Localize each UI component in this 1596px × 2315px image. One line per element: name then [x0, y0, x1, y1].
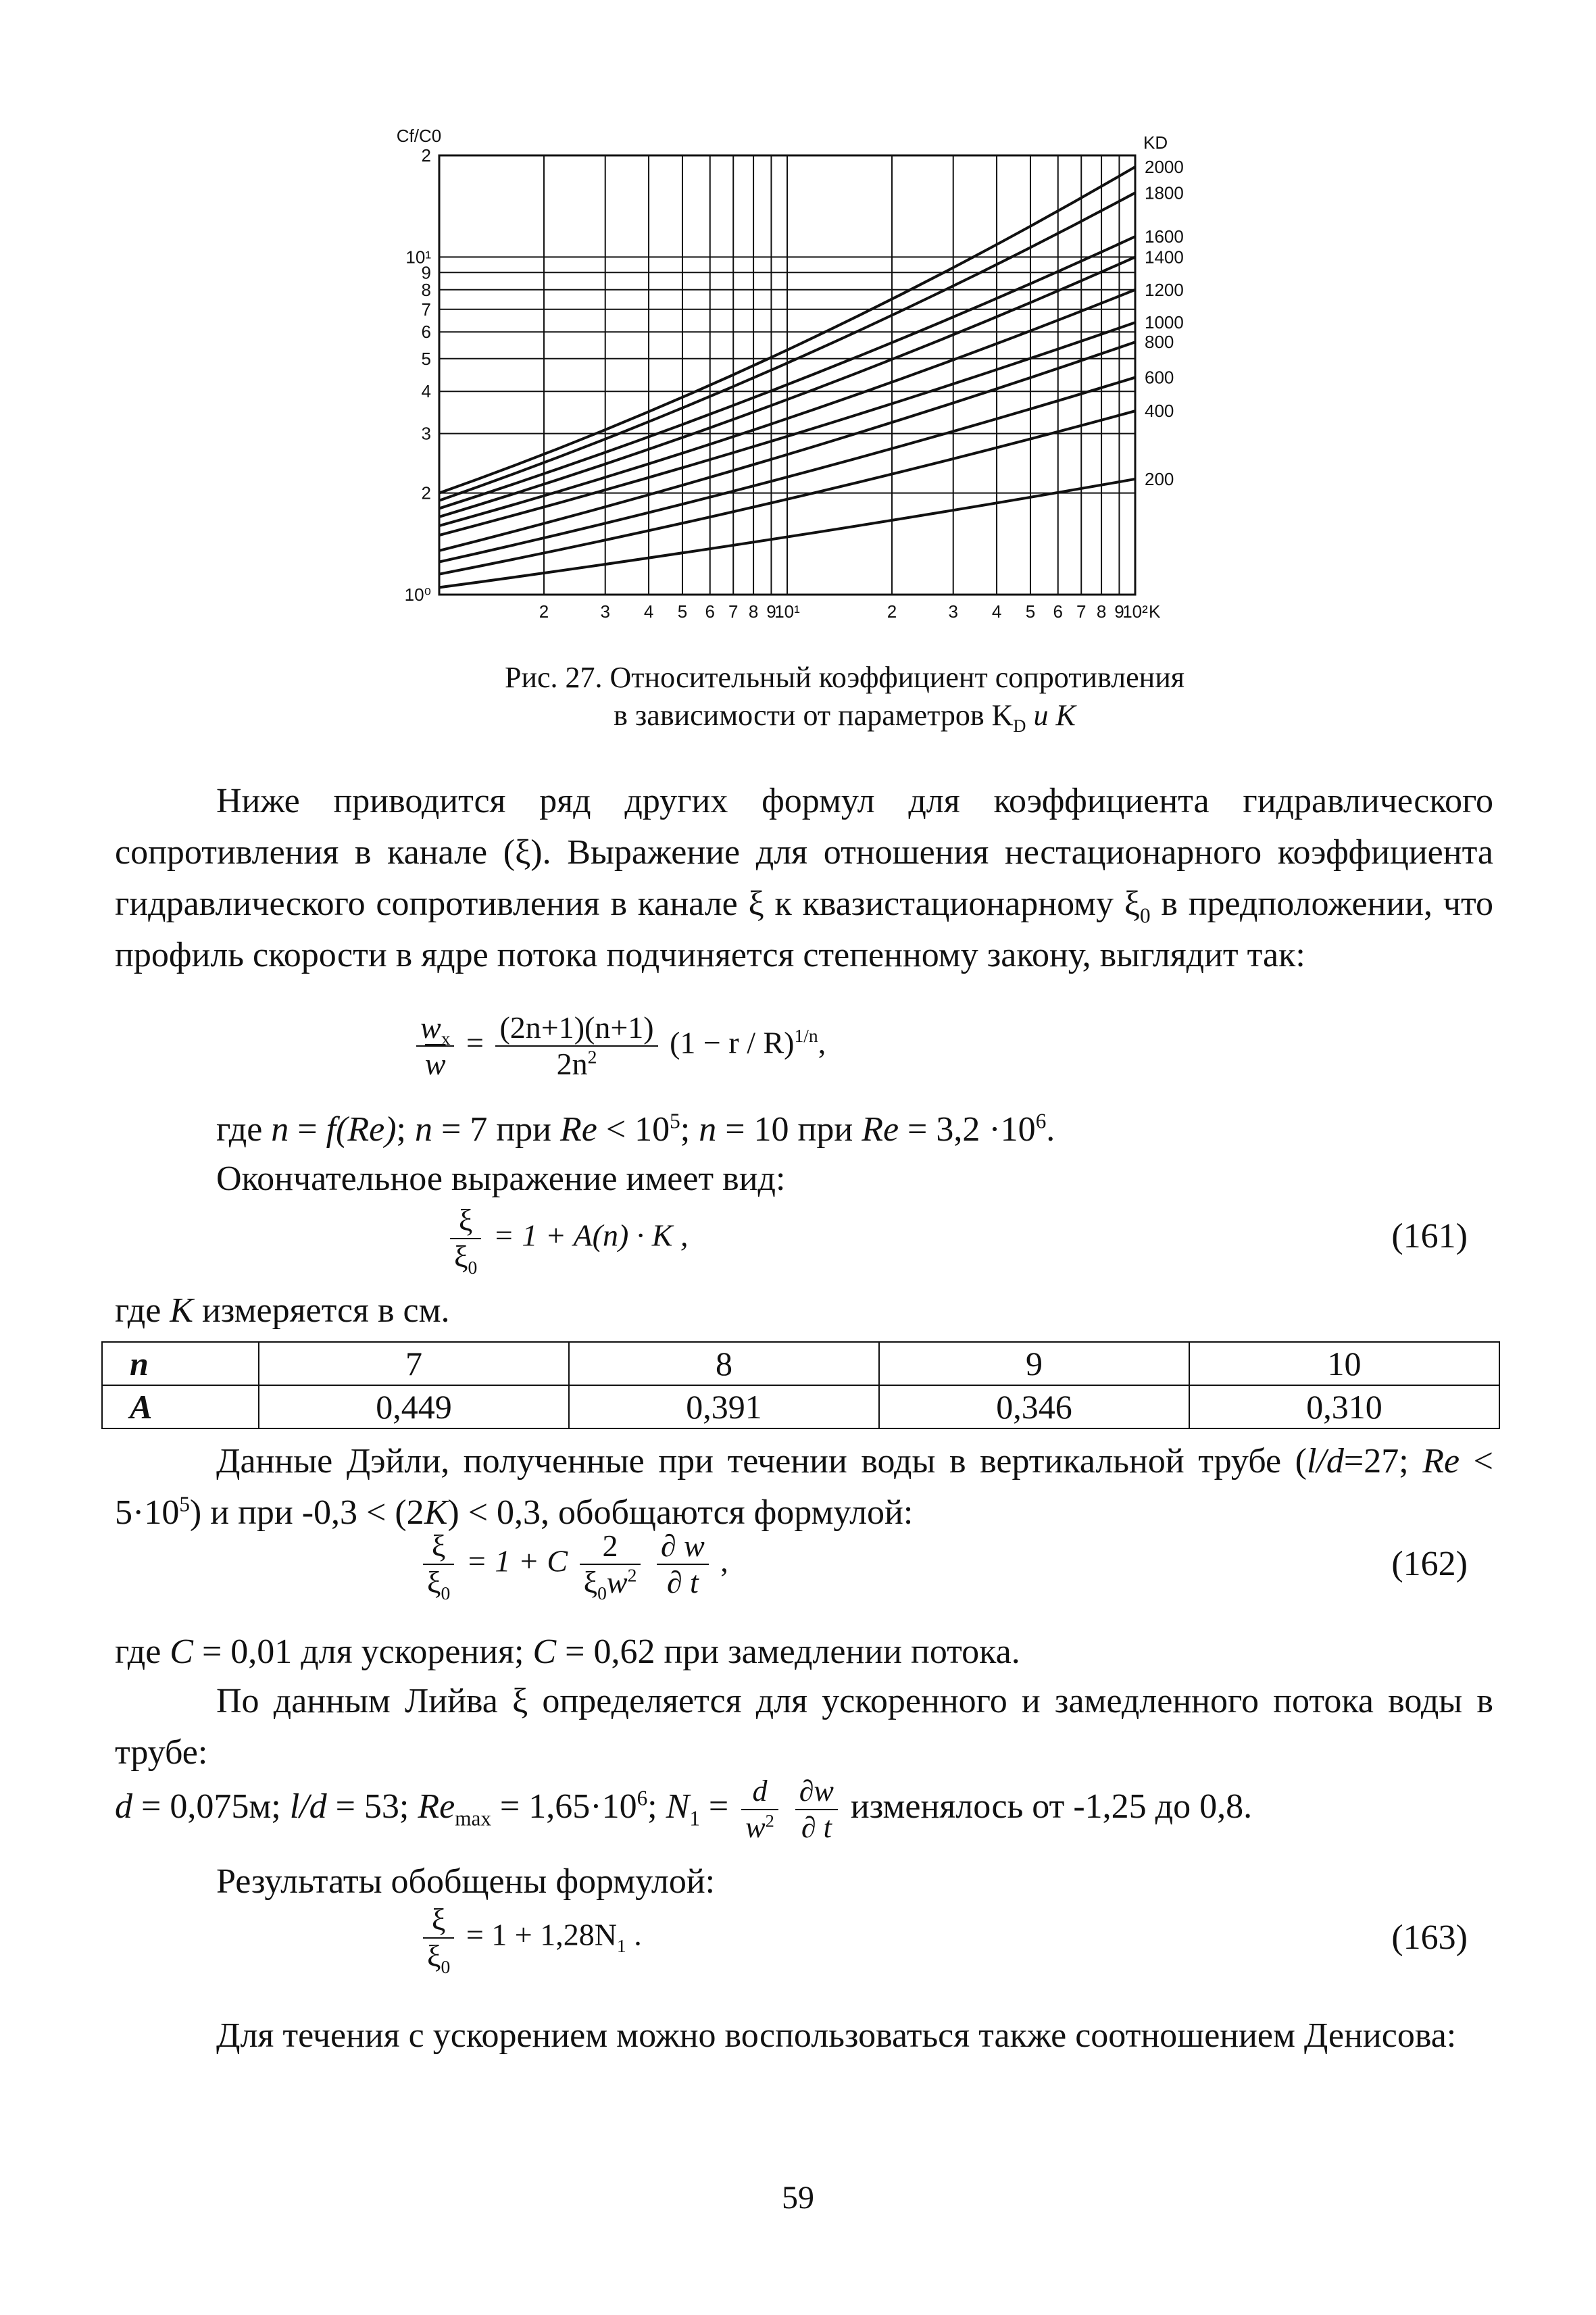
y-tick-label: 3 [421, 423, 431, 444]
line-where-k: где K измеряется в см. [115, 1291, 450, 1330]
formula-162: $\frac{\xi}{\xi_0}$ = 1 + C $\frac{2}{\xi_0w^2}$ $\frac{\partial w}{\partial t}$ , [419, 1528, 728, 1600]
x-tick-label: 6 [1053, 601, 1063, 622]
page-number: 59 [782, 2180, 814, 2216]
x-tick-label: 5 [677, 601, 688, 622]
table-header-n: n [102, 1342, 259, 1385]
table-cell: 0,346 [879, 1385, 1189, 1428]
x-tick-label: 10¹ [774, 601, 800, 622]
line-final-expression: Окончательное выражение имеет вид: [216, 1160, 786, 1198]
table-cell: 7 [259, 1342, 569, 1385]
y-tick-label: 4 [421, 381, 431, 402]
y-tick-label: 8 [421, 279, 431, 300]
series-label: 1600 [1145, 226, 1184, 247]
table-cell: 8 [569, 1342, 879, 1385]
y-axis-title: Cf/C0 [396, 126, 442, 146]
line-liiv-data: d = 0,075м; l/d = 53; $Re_{max} = 1,65\cdot 10^6$; $N_1$ = $\frac{d}{w^2}$ $\frac{\partial w}{\partial t}$ изменялось от -1,25 до 0,8. [115, 1774, 1253, 1844]
y-tick-label: 2 [421, 482, 431, 503]
line-c-values: где C = 0,01 для ускорения; C = 0,62 при замедлении потока. [115, 1633, 1020, 1671]
caption-line-1: Рис. 27. Относительный коэффициент сопротивления [504, 661, 1184, 694]
x-tick-label: 4 [643, 601, 654, 622]
equation-number-163: (163) [1391, 1918, 1468, 1957]
formula-161: $\frac{\xi}{\xi_0}$ = 1 + A(n) · K , [446, 1203, 688, 1274]
y-tick-label: 10¹ [405, 247, 431, 268]
series-label: 1000 [1145, 312, 1184, 333]
series-label: 200 [1145, 468, 1174, 489]
y-tick-label: 10⁰ [404, 584, 431, 605]
table-cell: 0,391 [569, 1385, 879, 1428]
y-tick-label: 7 [421, 299, 431, 320]
x-tick-label: 3 [948, 601, 958, 622]
equation-number-162: (162) [1391, 1545, 1468, 1583]
x-tick-label: 7 [728, 601, 739, 622]
table-cell: 10 [1189, 1342, 1499, 1385]
x-tick-label: 2 [887, 601, 897, 622]
y-tick-label: 9 [421, 262, 431, 283]
paragraph-2: Данные Дэйли, полученные при течении воды в вертикальной трубе (l/d=27; $Re < 5\cdot 10^5$) и при -0,3 < (2K) < 0,3, обобщаются формулой: [115, 1442, 1493, 1532]
table-cell: 0,449 [259, 1385, 569, 1428]
table-row-a [102, 1385, 1499, 1428]
x-tick-label: 6 [705, 601, 715, 622]
x-tick-label: 5 [1025, 601, 1036, 622]
x-tick-label: 8 [1096, 601, 1107, 622]
table-cell: 9 [879, 1342, 1189, 1385]
figure-caption [405, 659, 1284, 735]
x-tick-label: 9 [1114, 601, 1124, 622]
series-label: 1800 [1145, 182, 1184, 203]
y-tick-label: 5 [421, 348, 431, 369]
paragraph-4: Для течения с ускорением можно воспользоваться также соотношением Денисова: [216, 2016, 1457, 2055]
equation-number-161: (161) [1391, 1217, 1468, 1255]
y-tick-label: 6 [421, 322, 431, 343]
table-cell: 0,310 [1189, 1385, 1499, 1428]
right-axis-title: KD [1143, 132, 1168, 153]
x-tick-label: 2 [539, 601, 549, 622]
table-row-n [102, 1342, 1499, 1385]
x-tick-label: 8 [748, 601, 759, 622]
x-tick-label: 7 [1076, 601, 1087, 622]
series-label: 1200 [1145, 279, 1184, 300]
series-label: 800 [1145, 332, 1174, 353]
paragraph-3: По данным Лийва ξ определяется для ускоренного и замедленного потока воды в трубе: [115, 1682, 1493, 1772]
series-label: 400 [1145, 401, 1174, 422]
coefficient-table [101, 1341, 1500, 1429]
x-axis-title: K [1149, 601, 1161, 622]
chart-figure [378, 122, 1257, 649]
formula-163: $\frac{\xi}{\xi_0}$ = $1 + 1,28N_1$ . [419, 1902, 642, 1974]
x-tick-label: 10² [1122, 601, 1148, 622]
x-tick-label: 9 [766, 601, 776, 622]
formula-velocity-profile: $\frac{w_x}{w}$ = $\frac{(2n+1)(n+1)}{2n^2}$ $(1 - r / R)^{1/n}$, [412, 1010, 826, 1082]
series-label: 1400 [1145, 247, 1184, 268]
line-where-n: где n = f(Re); n = 7 при $Re < 10^5$; n = 10 при $Re = 3,2 \cdot 10^6$. [216, 1109, 1055, 1149]
series-label: 2000 [1145, 156, 1184, 177]
x-tick-label: 3 [600, 601, 610, 622]
paragraph-1: Ниже приводится ряд других формул для коэффициента гидравлического сопротивления в канале (ξ). Выражение для отношения нестационарного коэффициента гидравлического сопротивления в канале ξ к квазистационарному $\xi_0$ в предположении, что профиль скорости в ядре потока подчиняется степенному закону, выглядит так: [115, 782, 1494, 974]
series-label: 600 [1145, 367, 1174, 388]
table-header-a: A [102, 1385, 259, 1428]
line-results: Результаты обобщены формулой: [216, 1862, 716, 1901]
y-tick-label: 2 [421, 145, 431, 166]
chart-svg [378, 122, 1257, 649]
caption-line-2: в зависимости от параметров $K_D$ и K [614, 699, 1076, 736]
x-tick-label: 4 [991, 601, 1002, 622]
